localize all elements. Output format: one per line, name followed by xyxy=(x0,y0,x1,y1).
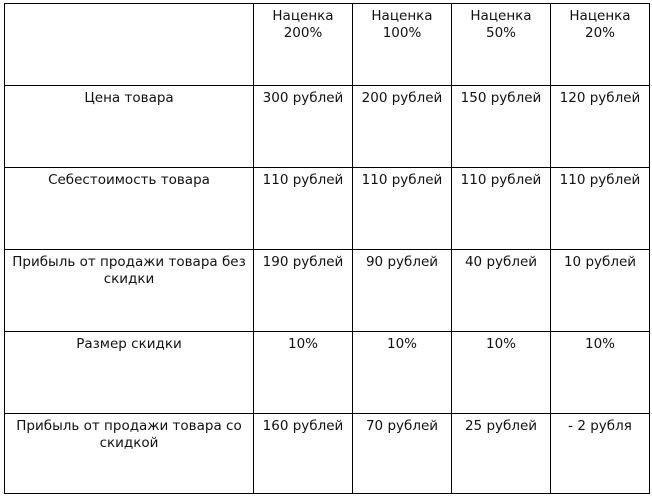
table-cell: 110 рублей xyxy=(353,168,452,250)
markup-table xyxy=(4,3,650,494)
table-cell: 70 рублей xyxy=(353,414,452,494)
header-label: Наценка xyxy=(569,8,631,24)
table-cell: 90 рублей xyxy=(353,250,452,332)
table-cell: 10% xyxy=(551,332,650,414)
row-label: Размер скидки xyxy=(5,332,254,414)
table-row-cost xyxy=(5,168,650,250)
header-label: Наценка xyxy=(470,8,532,24)
table-cell: 10% xyxy=(353,332,452,414)
table-cell: 110 рублей xyxy=(254,168,353,250)
table-cell: 110 рублей xyxy=(551,168,650,250)
header-percent: 20% xyxy=(584,25,615,41)
table-cell: 300 рублей xyxy=(254,86,353,168)
table-cell: 40 рублей xyxy=(452,250,551,332)
table-row-price xyxy=(5,86,650,168)
header-label: Наценка xyxy=(272,8,334,24)
row-label: Прибыль от продажи товара со скидкой xyxy=(5,414,254,494)
table-row-profit-with-discount xyxy=(5,414,650,494)
table-cell: 160 рублей xyxy=(254,414,353,494)
table-cell: 120 рублей xyxy=(551,86,650,168)
table-cell: 10 рублей xyxy=(551,250,650,332)
header-row xyxy=(5,4,650,86)
table-cell: - 2 рубля xyxy=(551,414,650,494)
row-label: Цена товара xyxy=(5,86,254,168)
header-cell-markup-20 xyxy=(551,4,650,86)
header-percent: 100% xyxy=(382,25,422,41)
table-cell: 110 рублей xyxy=(452,168,551,250)
table-row-discount xyxy=(5,332,650,414)
header-label: Наценка xyxy=(371,8,433,24)
header-percent: 50% xyxy=(485,25,516,41)
header-cell-markup-200 xyxy=(254,4,353,86)
table-cell: 25 рублей xyxy=(452,414,551,494)
table-cell: 10% xyxy=(452,332,551,414)
table-row-profit-no-discount xyxy=(5,250,650,332)
table-cell: 200 рублей xyxy=(353,86,452,168)
table-cell: 150 рублей xyxy=(452,86,551,168)
row-label: Себестоимость товара xyxy=(5,168,254,250)
row-label: Прибыль от продажи товара без скидки xyxy=(5,250,254,332)
table-cell: 10% xyxy=(254,332,353,414)
header-cell-markup-100 xyxy=(353,4,452,86)
corner-cell xyxy=(5,4,254,86)
header-percent: 200% xyxy=(283,25,323,41)
header-cell-markup-50 xyxy=(452,4,551,86)
table-cell: 190 рублей xyxy=(254,250,353,332)
